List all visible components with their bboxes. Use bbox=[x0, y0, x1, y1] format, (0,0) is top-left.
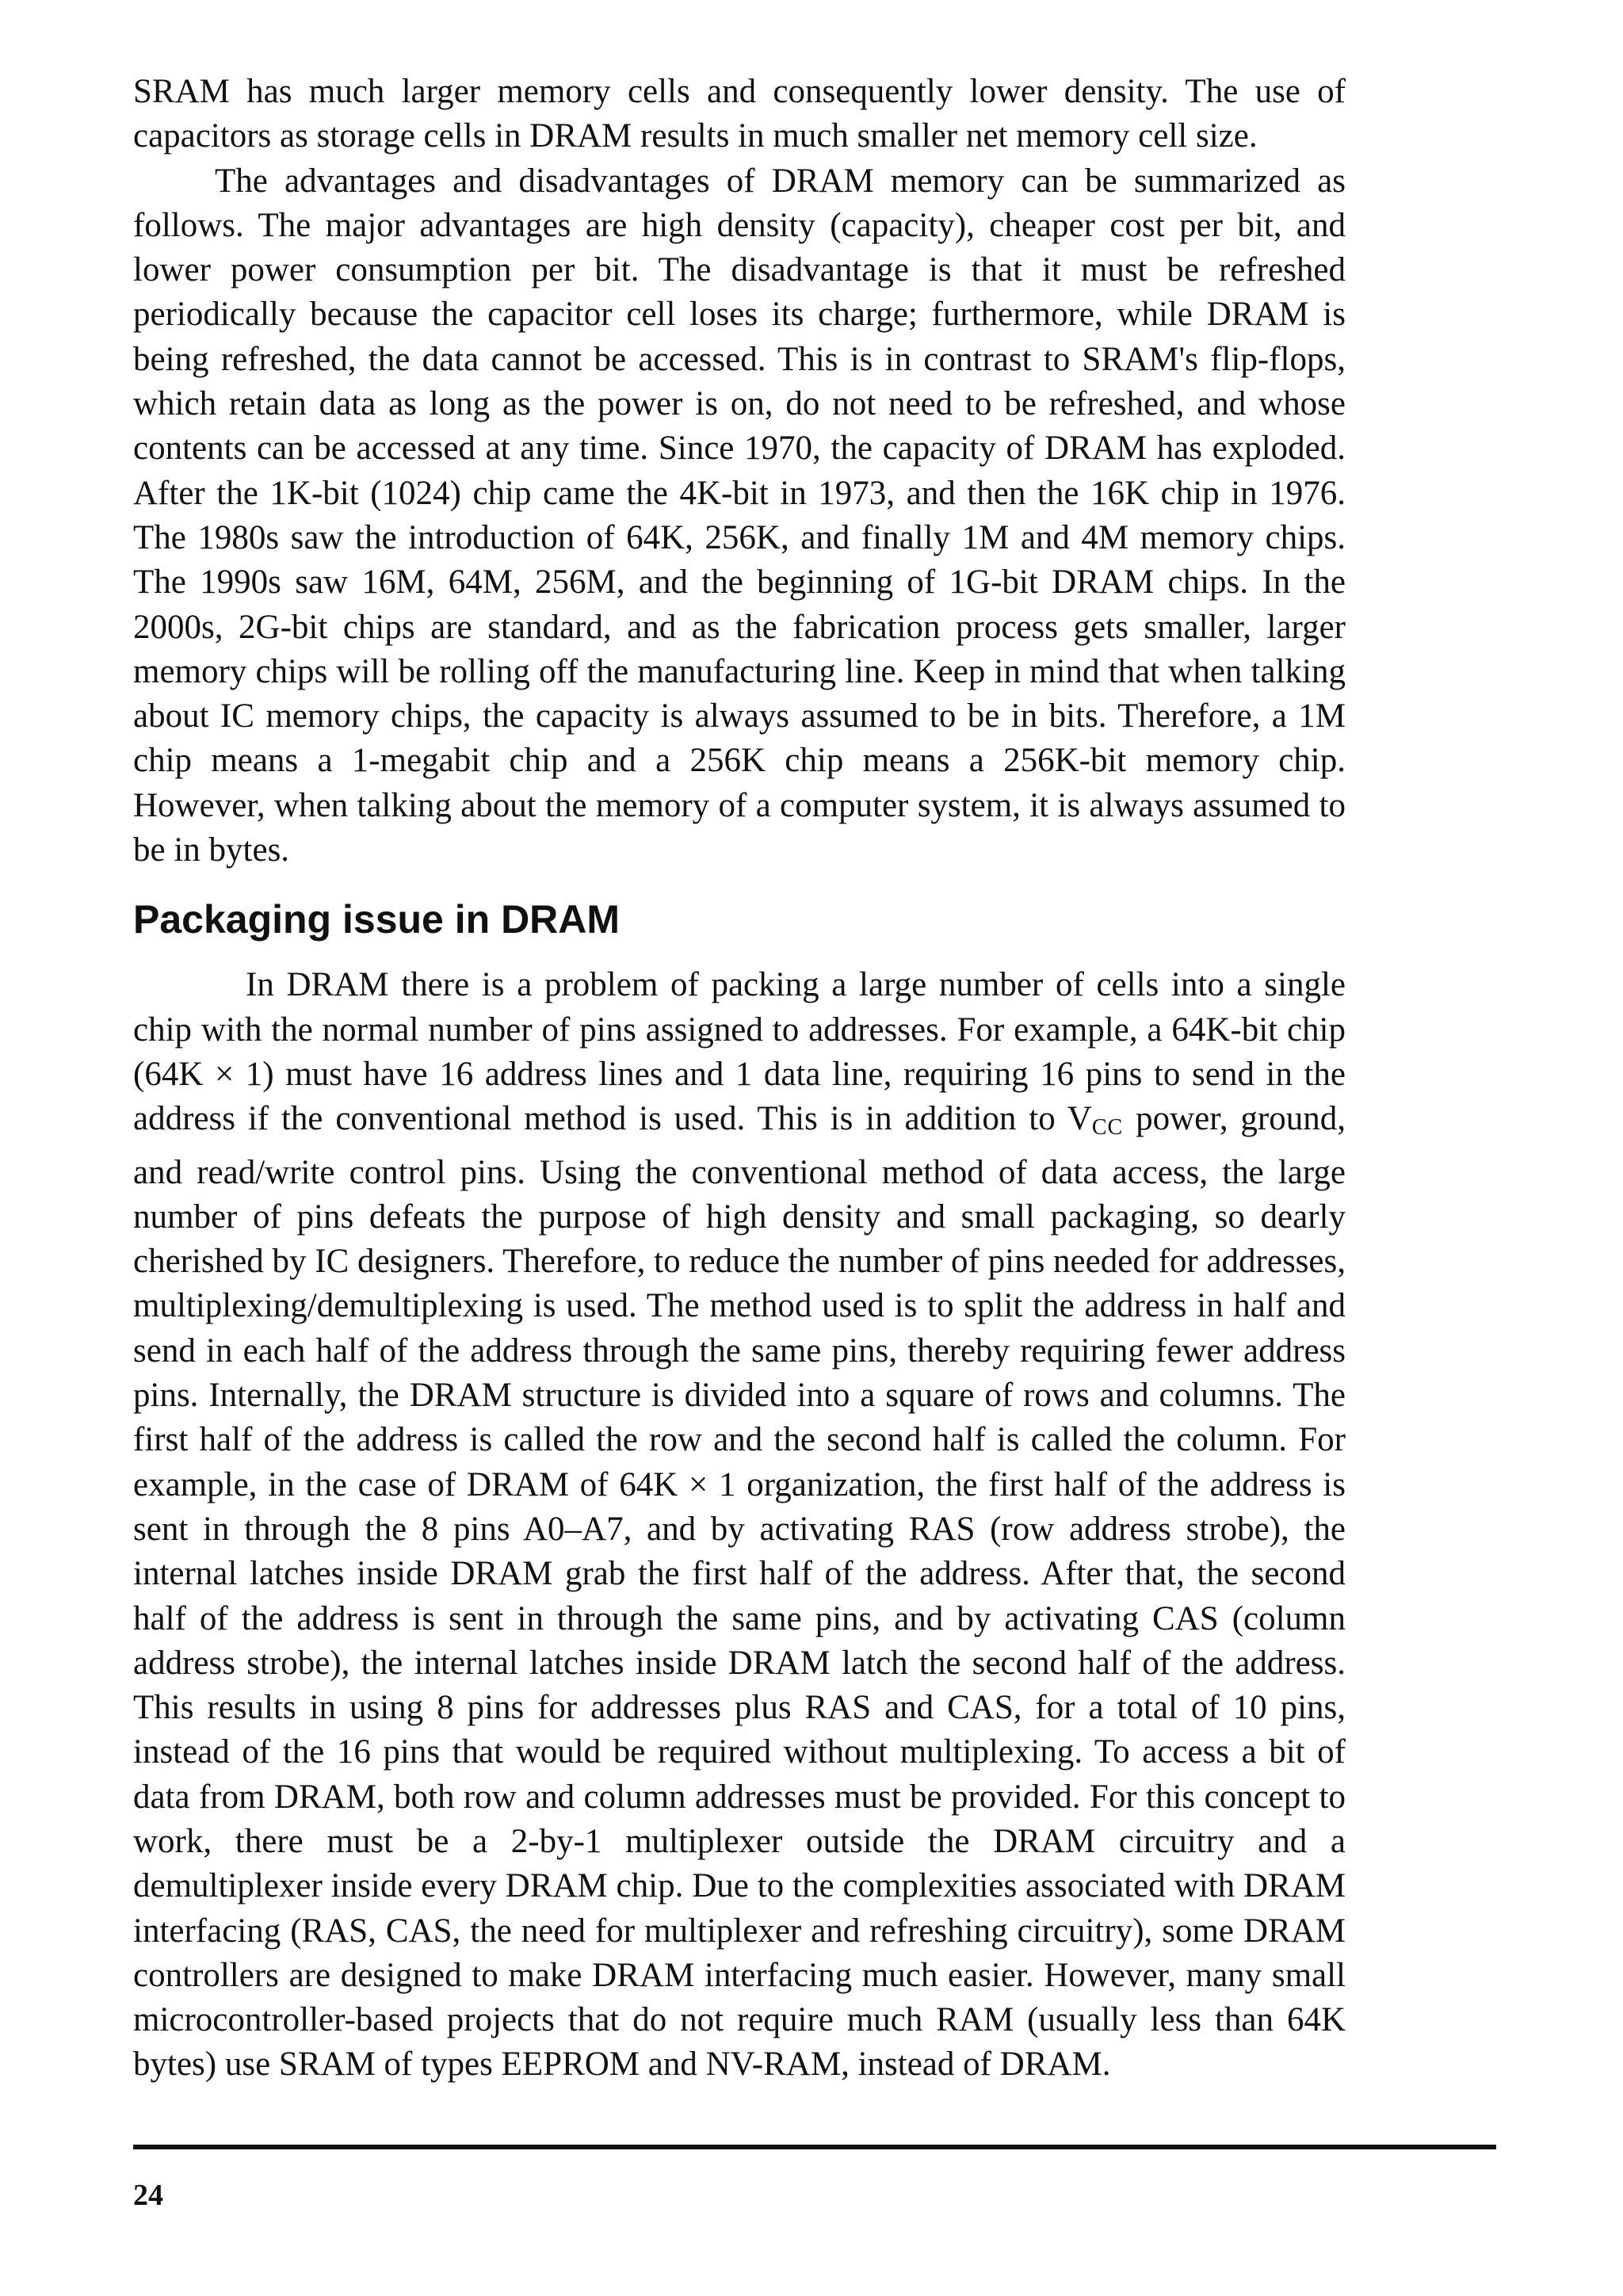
paragraph-packaging-issue bbox=[133, 963, 1346, 2087]
paragraph-dram-advantages: The advantages and disadvantages of DRAM memory can be summarized as follows. The major advantages are high density (capacity), cheaper cost per bit, and lower power consumption per bit. The disadvantage is that it must be refreshed periodically because the capacitor cell loses its charge; furthermore, while DRAM is being refreshed, the data cannot be accessed. This is in contrast to SRAM's flip-flops, which retain data as long as the power is on, do not need to be refreshed, and whose contents can be accessed at any time. Since 1970, the capacity of DRAM has exploded. After the 1K-bit (1024) chip came the 4K-bit in 1973, and then the 16K chip in 1976. The 1980s saw the introduction of 64K, 256K, and finally 1M and 4M memory chips. The 1990s saw 16M, 64M, 256M, and the beginning of 1G-bit DRAM chips. In the 2000s, 2G-bit chips are standard, and as the fabrication process gets smaller, larger memory chips will be rolling off the manufacturing line. Keep in mind that when talking about IC memory chips, the capacity is always assumed to be in bits. Therefore, a 1M chip means a 1-megabit chip and a 256K chip means a 256K-bit memory chip. However, when talking about the memory of a computer system, it is always assumed to be in bytes. bbox=[133, 162, 1346, 869]
footer-rule bbox=[133, 2145, 1496, 2149]
page-number: 24 bbox=[133, 2179, 163, 2212]
packaging-text-part-1: In DRAM there is a problem of packing a large number of cells into a single chip with the normal number of pins assigned to addresses. For example, a 64K-bit chip (64K × 1) must have 16 address lines and 1 data line, requiring 16 pins to send in the address if the conventional method is used. This is in addition to V bbox=[133, 966, 1346, 1138]
packaging-text-part-2: power, ground, and read/write control pins. Using the conventional method of data access, the large number of pins defeats the purpose of high density and small packaging, so dearly cherished by IC designers. Therefore, to reduce the number of pins needed for addresses, multiplexing/demultiplexing is used. The method used is to split the address in half and send in each half of the address through the same pins, thereby requiring fewer address pins. Internally, the DRAM structure is divided into a square of rows and columns. The first half of the address is called the row and the second half is called the column. For example, in the case of DRAM of 64K × 1 organization, the first half of the address is sent in through the 8 pins A0–A7, and by activating RAS (row address strobe), the internal latches inside DRAM grab the first half of the address. After that, the second half of the address is sent in through the same pins, and by activating CAS (column address strobe), the internal latches inside DRAM latch the second half of the address. This results in using 8 pins for addresses plus RAS and CAS, for a total of 10 pins, instead of the 16 pins that would be required without multiplexing. To access a bit of data from DRAM, both row and column addresses must be provided. For this concept to work, there must be a 2-by-1 multiplexer outside the DRAM circuitry and a demultiplexer inside every DRAM chip. Due to the complexities associated with DRAM interfacing (RAS, CAS, the need for multiplexer and refreshing circuitry), some DRAM controllers are designed to make DRAM interfacing much easier. However, many small microcontroller-based projects that do not require much RAM (usually less than 64K bytes) use SRAM of types EEPROM and NV-RAM, instead of DRAM. bbox=[133, 1100, 1346, 2084]
section-heading: Packaging issue in DRAM bbox=[133, 897, 621, 942]
page-body bbox=[133, 70, 1346, 2088]
vcc-subscript: CC bbox=[1091, 1115, 1124, 1140]
paragraph-sram-density: SRAM has much larger memory cells and consequently lower density. The use of capacitors as storage cells in DRAM results in much smaller net memory cell size. bbox=[133, 73, 1346, 155]
